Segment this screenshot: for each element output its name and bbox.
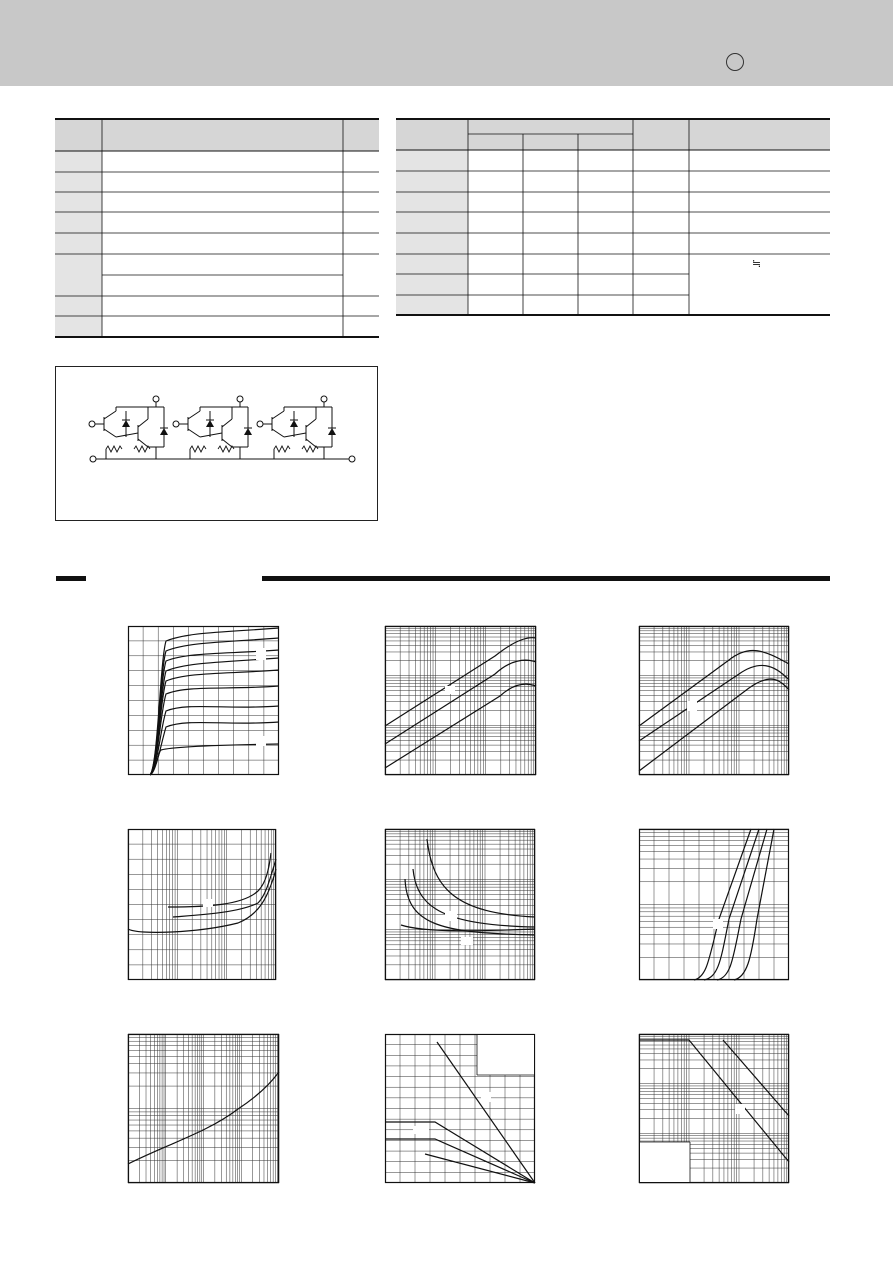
dc-current-gain-graph-1 (385, 626, 536, 775)
section-rule-short (56, 576, 86, 581)
header-banner (0, 0, 893, 86)
derating-graph (385, 1034, 535, 1183)
saturation-voltage-graph (128, 829, 276, 980)
circle-mark-icon (726, 53, 744, 71)
ratings-table-grid (55, 117, 379, 341)
characteristics-table-grid (396, 117, 830, 319)
output-characteristics-graph (128, 626, 279, 775)
dc-current-gain-graph-2 (639, 626, 789, 775)
approx-symbol: ≒ (752, 257, 762, 270)
equivalent-circuit-box (55, 366, 378, 521)
transient-thermal-graph (128, 1034, 279, 1183)
characteristics-table (396, 117, 830, 319)
diode-forward-graph (639, 829, 789, 980)
three-darlington-circuit-icon (56, 367, 377, 520)
safe-operating-area-graph (639, 1034, 789, 1183)
switching-time-graph (385, 829, 535, 980)
section-rule-long (262, 576, 830, 581)
ratings-table (55, 117, 379, 341)
